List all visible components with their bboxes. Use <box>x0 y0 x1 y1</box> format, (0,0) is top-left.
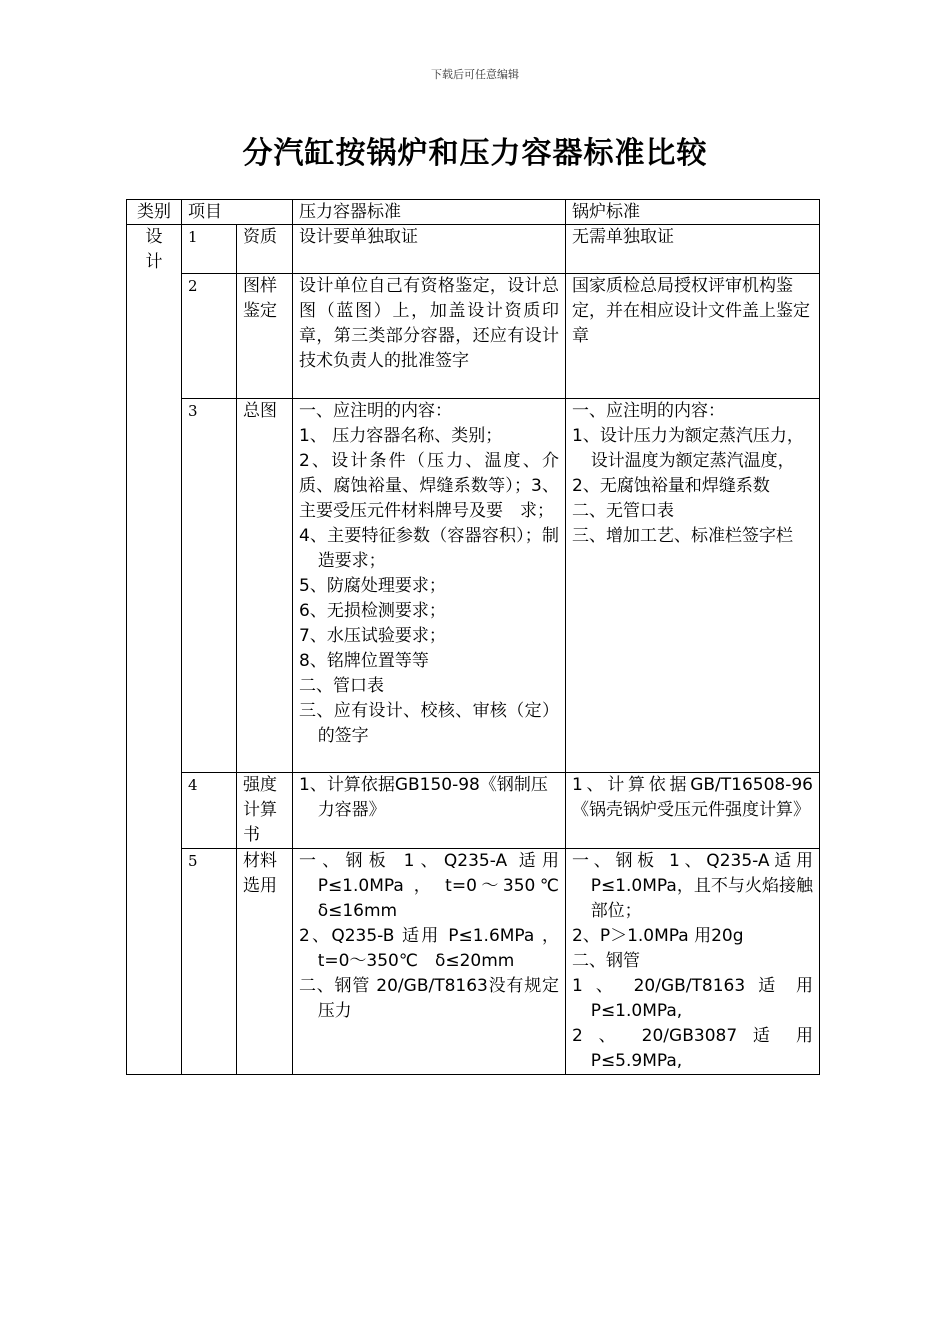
boiler-line: 一、钢板 1、Q235-A适用P≤1.0MPa，且不与火焰接触部位； <box>572 851 813 921</box>
table-row <box>127 399 820 773</box>
pv-line: 8、铭牌位置等等 <box>299 651 429 671</box>
pv-line: 7、水压试验要求； <box>299 626 446 646</box>
boiler-cell <box>566 399 820 773</box>
row-number: 3 <box>182 399 237 773</box>
table-row <box>127 849 820 1075</box>
row-number: 4 <box>182 773 237 849</box>
pv-text: 1、计算依据GB150-98《钢制压力容器》 <box>299 775 548 820</box>
header-boiler: 锅炉标准 <box>566 200 820 225</box>
pv-line: 一、应注明的内容： <box>299 401 452 421</box>
item-label: 强度计算书 <box>237 773 293 849</box>
header-note: 下载后可任意编辑 <box>431 68 519 81</box>
item-label: 图样鉴定 <box>237 274 293 399</box>
pv-line: 一、钢板 1、Q235-A 适用 P≤1.0MPa ， t=0～350℃ δ≤16mm <box>299 851 559 921</box>
pv-line: 二、管口表 <box>299 676 384 696</box>
row-number: 1 <box>182 225 237 274</box>
table-row <box>127 274 820 399</box>
row-number: 2 <box>182 274 237 399</box>
boiler-line: 2、P＞1.0MPa 用20g <box>572 926 744 946</box>
pv-cell <box>293 849 566 1075</box>
row-number: 5 <box>182 849 237 1075</box>
boiler-cell <box>566 274 820 399</box>
document-title: 分汽缸按锅炉和压力容器标准比较 <box>242 136 708 171</box>
pv-line: 2、Q235-B 适用 P≤1.6MPa ，t=0～350℃ δ≤20mm <box>299 926 559 971</box>
boiler-line: 二、无管口表 <box>572 501 674 521</box>
boiler-cell <box>566 773 820 849</box>
pv-line: 三、应有设计、校核、审核（定）的签字 <box>299 701 559 746</box>
pv-line: 二、钢管 20/GB/T8163没有规定压力 <box>299 976 559 1021</box>
boiler-line: 三、增加工艺、标准栏签字栏 <box>572 526 793 546</box>
header-category: 类别 <box>127 200 182 225</box>
pv-line: 5、防腐处理要求； <box>299 576 446 596</box>
header-item: 项目 <box>182 200 293 225</box>
pv-line: 4、主要特征参数（容器容积）；制造要求； <box>299 526 559 571</box>
item-label: 总图 <box>237 399 293 773</box>
pv-cell <box>293 274 566 399</box>
pv-line: 1、 压力容器名称、类别； <box>299 426 503 446</box>
boiler-cell <box>566 225 820 274</box>
pv-line: 6、无损检测要求； <box>299 601 446 621</box>
item-label: 材料选用 <box>237 849 293 1075</box>
table-row <box>127 225 820 274</box>
boiler-text: 1、计算依据GB/T16508-96《锅壳锅炉受压元件强度计算》 <box>572 775 813 820</box>
boiler-text: 无需单独取证 <box>572 227 674 247</box>
boiler-line: 二、钢管 <box>572 951 640 971</box>
boiler-line: 2、无腐蚀裕量和焊缝系数 <box>572 476 770 496</box>
boiler-cell <box>566 849 820 1075</box>
boiler-line: 一、应注明的内容： <box>572 401 725 421</box>
table-row <box>127 773 820 849</box>
pv-cell <box>293 399 566 773</box>
boiler-line: 1 、 20/GB/T8163 适 用 P≤1.0MPa, <box>572 976 813 1021</box>
header-pressure-vessel: 压力容器标准 <box>293 200 566 225</box>
boiler-line: 2 、 20/GB3087 适 用 P≤5.9MPa, <box>572 1026 813 1071</box>
category-label: 设计 <box>145 227 163 272</box>
pv-line: 2、设计条件（压力、温度、介质、腐蚀裕量、焊缝系数等）；3、主要受压元件材料牌号及要 求； <box>299 451 559 521</box>
pv-cell <box>293 773 566 849</box>
table-header-row <box>127 200 820 225</box>
pv-text: 设计单位自己有资格鉴定，设计总图（蓝图）上，加盖设计资质印章，第三类部分容器，还应有设计技术负责人的批准签字 <box>299 276 559 371</box>
comparison-table <box>126 199 820 1075</box>
pv-cell <box>293 225 566 274</box>
category-cell <box>127 225 182 1075</box>
boiler-text: 国家质检总局授权评审机构鉴定，并在相应设计文件盖上鉴定章 <box>572 276 810 346</box>
pv-text: 设计要单独取证 <box>299 227 418 247</box>
item-label: 资质 <box>237 225 293 274</box>
boiler-line: 1、设计压力为额定蒸汽压力，设计温度为额定蒸汽温度， <box>572 426 804 471</box>
